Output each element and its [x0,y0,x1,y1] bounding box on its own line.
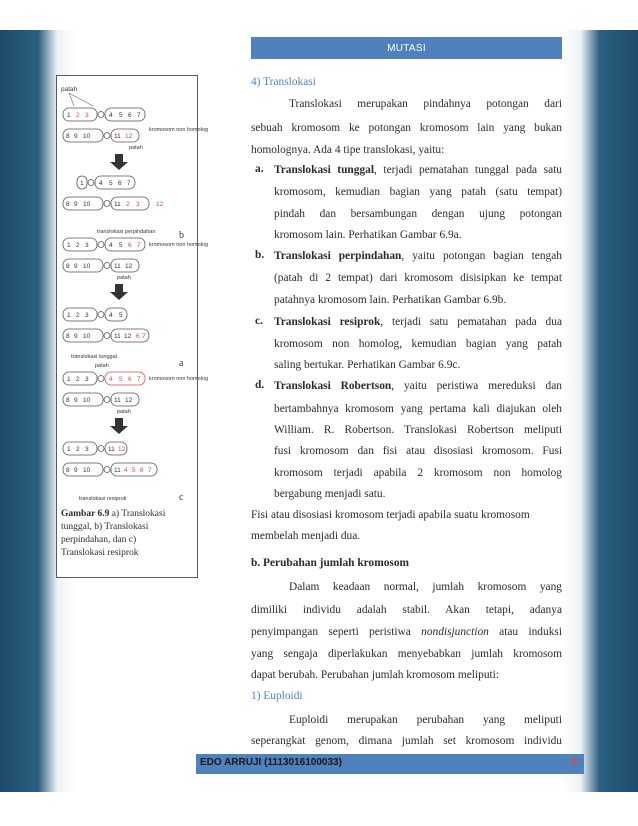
list-marker-c: c. [255,315,263,327]
label-translokasi-tunggal: translokasi tunggal [71,354,117,360]
svg-text:2: 2 [76,112,80,119]
svg-text:9: 9 [74,133,78,140]
svg-text:2: 2 [76,242,80,249]
svg-text:1: 1 [67,312,71,319]
svg-text:2: 2 [126,201,130,208]
list-item-d-line: bergabung menjadi satu. [274,488,386,500]
list-item-b-line: (patah di 2 tempat) dari kromosom disisipkan ke tempat [274,272,562,284]
paragraph-line: penyimpangan seperti peristiwa nondisjunction atau induksi [251,626,562,638]
svg-text:9: 9 [74,467,78,474]
arrow-down-icon [110,418,128,434]
translocation-diagram [57,76,209,506]
svg-text:patah: patah [95,363,109,369]
label-non-homolog-1: kromosom non homolog [149,127,209,133]
svg-text:6: 6 [128,376,132,383]
svg-text:12: 12 [125,263,133,270]
list-item-c-line: saling bertukar. Perhatikan Gambar 6.9c. [274,359,461,371]
svg-text:10: 10 [83,133,91,140]
label-patah-top: patah [61,86,78,93]
svg-text:kromosom non homolog: kromosom non homolog [149,376,209,382]
svg-text:8: 8 [66,333,70,340]
chromosome-row-6 [63,259,139,272]
svg-text:9: 9 [74,397,78,404]
list-item-b-line: Translokasi perpindahan, yaitu potongan bagian tengah [274,250,562,262]
list-item-a-line: kromosom lain. Perhatikan Gambar 6.9a. [274,229,462,241]
chromosome-row-5 [63,238,145,251]
svg-text:patah: patah [117,275,131,281]
svg-text:6: 6 [128,112,132,119]
svg-text:5: 5 [119,112,123,119]
svg-text:12: 12 [124,333,132,340]
chromosome-row-2 [63,129,139,142]
svg-text:7: 7 [142,333,146,340]
svg-text:11: 11 [114,201,121,208]
paragraph-line: Dalam keadaan normal, jumlah kromosom yang [289,581,562,593]
svg-text:8: 8 [66,133,70,140]
chromosome-row-3 [77,176,135,189]
paragraph-line: Fisi atau disosiasi kromosom terjadi apabila suatu kromosom [251,509,530,521]
figure-letter-a: a [179,358,184,369]
svg-text:11: 11 [114,467,121,474]
svg-text:5: 5 [132,467,136,474]
svg-text:12: 12 [118,446,126,453]
svg-text:2: 2 [76,446,80,453]
svg-text:3: 3 [85,112,89,119]
svg-text:1: 1 [67,112,71,119]
svg-text:8: 8 [66,467,70,474]
heading-translokasi: 4) Translokasi [251,76,316,88]
svg-text:3: 3 [85,242,89,249]
chromosome-row-4 [63,197,164,210]
svg-text:2: 2 [76,312,80,319]
chromosome-row-10 [63,393,139,406]
list-item-d-line: fusi kromosom dan fisi atau disosiasi kromosom. Fusi [274,445,562,457]
svg-text:7: 7 [127,180,131,187]
svg-text:4: 4 [99,180,103,187]
svg-text:9: 9 [74,263,78,270]
page-number: 6 [572,757,578,768]
svg-text:patah: patah [129,145,143,151]
svg-text:10: 10 [83,467,91,474]
svg-text:7: 7 [137,376,141,383]
list-item-b-line: patahnya kromosom lain. Perhatikan Gambar 6.9b. [274,294,507,306]
svg-text:1: 1 [67,376,71,383]
svg-text:11: 11 [108,446,115,453]
svg-text:4: 4 [109,376,113,383]
figure-caption: Gambar 6.9 a) Translokasi tunggal, b) Translokasi perpindahan, dan c) Translokasi resiprok [61,509,166,558]
bottom-margin [0,792,638,826]
list-item-a-line: kromosom, kemudian bagian yang patah (satu tempat) [274,186,562,198]
svg-text:1: 1 [67,446,71,453]
paragraph-line: yang sengaja diperlakukan menyebabkan jumlah kromosom [251,648,562,660]
svg-text:4: 4 [109,312,113,319]
svg-text:9: 9 [74,333,78,340]
svg-text:12: 12 [156,201,164,208]
paragraph-line: membelah menjadi dua. [251,530,361,542]
svg-text:11: 11 [114,397,121,404]
paragraph-line: sebuah kromosom ke potongan kromosom lain yang bukan [251,122,562,134]
svg-text:3: 3 [85,446,89,453]
list-item-d-line: kromosom terjadi apabila 2 kromosom non homolog [274,467,562,479]
svg-text:1: 1 [80,180,84,187]
figure-letter-c: c [179,492,184,503]
heading-euploidi: 1) Euploidi [251,690,303,702]
paragraph-line: Euploidi merupakan perubahan yang meliputi [289,714,562,726]
paragraph-line: homolognya. Ada 4 tipe translokasi, yaitu: [251,144,445,156]
list-item-d-line: bertambahnya kromosom yang pertama kali diajukan oleh [274,403,562,415]
paragraph-line: seperangkat genom, dimana jumlah set kromosom individu [251,735,562,747]
figure-box [56,75,209,578]
svg-text:5: 5 [119,312,123,319]
svg-text:5: 5 [119,376,123,383]
list-item-a-line: Translokasi tunggal, terjadi pematahan tunggal pada satu [274,164,562,176]
svg-text:6: 6 [140,467,144,474]
list-item-d-line: William. R. Robertson. Translokasi Robertson meliputi [274,424,562,436]
svg-text:4: 4 [124,467,128,474]
svg-text:8: 8 [66,201,70,208]
svg-text:10: 10 [83,201,91,208]
svg-text:9: 9 [74,201,78,208]
footer-author: EDO ARRUJI (1113016100033) [200,757,342,768]
chromosome-row-1 [63,108,145,121]
label-translokasi-resiprok: translokasi resiprok [79,496,127,502]
chromosome-row-12 [63,463,157,476]
arrow-down-icon [110,154,128,170]
heading-perubahan-jumlah: b. Perubahan jumlah kromosom [251,557,410,569]
svg-text:8: 8 [66,397,70,404]
svg-text:11: 11 [114,263,121,270]
caption-label: Gambar 6.9 [61,509,110,519]
arrow-down-icon [110,284,128,300]
label-translokasi-perpindahan: translokasi perpindahan [97,229,156,235]
svg-text:12: 12 [125,397,133,404]
chromosome-row-7 [63,308,127,321]
svg-text:7: 7 [137,242,141,249]
svg-text:3: 3 [136,201,140,208]
svg-text:6: 6 [118,180,122,187]
svg-text:1: 1 [67,242,71,249]
paragraph-line: Translokasi merupakan pindahnya potongan dari [289,98,562,110]
svg-text:10: 10 [83,397,91,404]
paragraph-line: dapat berubah. Perubahan jumlah kromosom meliputi: [251,669,500,681]
svg-text:5: 5 [119,242,123,249]
list-item-c-line: Translokasi resiprok, terjadi satu pematahan pada dua [274,316,563,328]
list-marker-d: d. [255,379,265,391]
list-item-d-line: Translokasi Robertson, yaitu peristiwa mereduksi dan [274,380,562,392]
svg-text:11: 11 [114,133,121,140]
list-marker-a: a. [255,163,264,175]
list-marker-b: b. [255,249,265,261]
svg-text:12: 12 [125,133,133,140]
svg-text:6: 6 [128,242,132,249]
svg-text:6: 6 [136,333,140,340]
svg-text:kromosom non homolog: kromosom non homolog [149,242,209,248]
svg-text:3: 3 [85,312,89,319]
list-item-a-line: pindah dan bersambungan dengan ujung potongan [274,208,562,220]
paragraph-line: dimiliki individu adalah stabil. Akan tetapi, adanya [251,604,562,616]
chromosome-row-9 [63,372,145,385]
svg-text:4: 4 [109,112,113,119]
svg-text:2: 2 [76,376,80,383]
svg-text:10: 10 [83,333,91,340]
chromosome-row-11 [63,442,127,455]
svg-text:11: 11 [114,333,121,340]
list-item-c-line: kromosom non homolog, kemudian bagian yang patah [274,338,562,350]
svg-text:patah: patah [117,409,131,415]
figure-letter-b: b [179,230,184,241]
header-bar [251,37,562,59]
header-title: MUTASI [387,42,426,54]
chromosome-row-8 [63,329,149,342]
svg-text:7: 7 [137,112,141,119]
top-margin [0,0,638,30]
svg-text:5: 5 [109,180,113,187]
svg-text:7: 7 [148,467,152,474]
svg-text:8: 8 [66,263,70,270]
svg-text:3: 3 [85,376,89,383]
svg-text:4: 4 [109,242,113,249]
svg-text:10: 10 [83,263,91,270]
